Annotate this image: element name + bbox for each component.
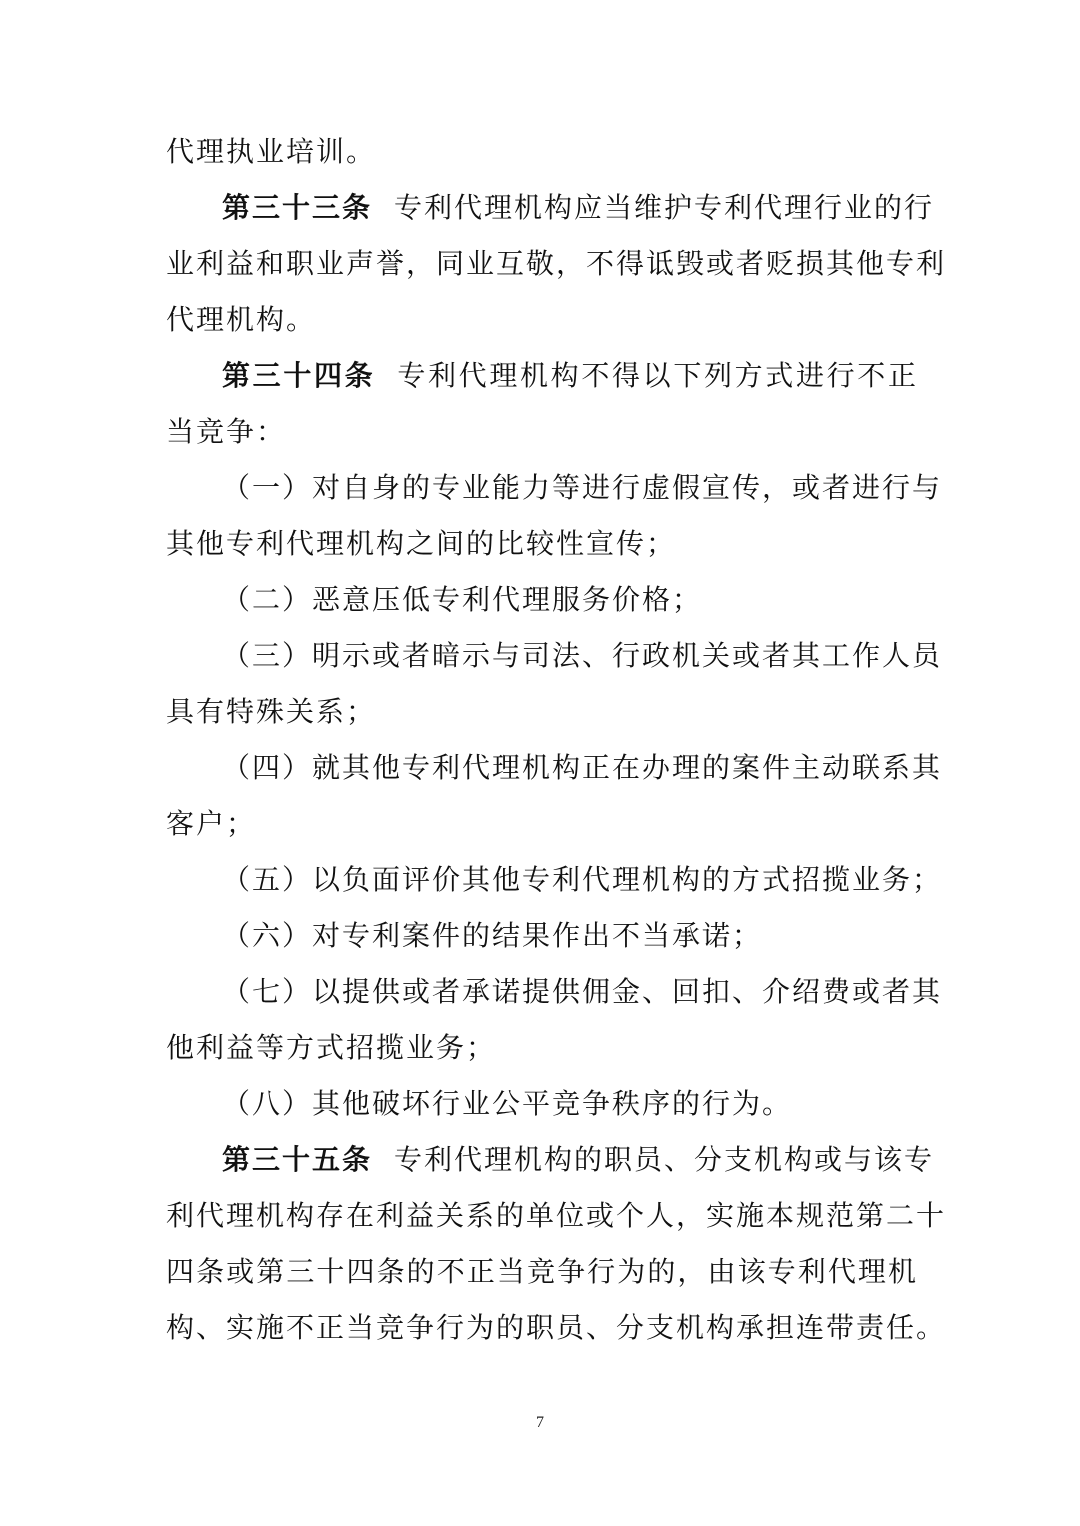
line-text: 利代理机构存在利益关系的单位或个人，实施本规范第二十 (166, 1199, 947, 1232)
text-line (166, 1244, 918, 1300)
list-item-line (222, 964, 943, 1020)
article-number: 第三十三条 (222, 191, 373, 224)
text-line (166, 124, 918, 180)
list-item-line (222, 852, 943, 908)
article-34-heading-line (222, 348, 918, 404)
line-text: 他利益等方式招揽业务； (166, 1031, 497, 1064)
line-text: （八）其他破坏行业公平竞争秩序的行为。 (222, 1087, 793, 1120)
list-item-line (222, 460, 943, 516)
line-text: 业利益和职业声誉，同业互敬，不得诋毁或者贬损其他专利 (166, 247, 947, 280)
article-number: 第三十五条 (222, 1143, 373, 1176)
line-text: 专利代理机构不得以下列方式进行不正 (397, 359, 918, 392)
text-line (166, 796, 918, 852)
list-item-line (222, 572, 918, 628)
line-text: 具有特殊关系； (166, 695, 377, 728)
article-number: 第三十四条 (222, 359, 376, 392)
line-text: （七）以提供或者承诺提供佣金、回扣、介绍费或者其 (222, 975, 943, 1008)
line-text: 客户； (166, 807, 257, 840)
text-line (166, 1300, 947, 1356)
text-line (166, 1020, 918, 1076)
list-item-line (222, 740, 943, 796)
page-number: 7 (536, 1414, 544, 1431)
line-text: 代理机构。 (166, 303, 317, 336)
line-text: 当竞争： (166, 415, 287, 448)
line-text: 专利代理机构的职员、分支机构或与该专 (394, 1143, 935, 1176)
list-item-line (222, 1076, 918, 1132)
text-line (166, 684, 918, 740)
line-text: 构、实施不正当竞争行为的职员、分支机构承担连带责任。 (166, 1311, 947, 1344)
line-text: （二）恶意压低专利代理服务价格； (222, 583, 703, 616)
text-line (166, 516, 918, 572)
list-item-line (222, 628, 943, 684)
line-text: 专利代理机构应当维护专利代理行业的行 (394, 191, 935, 224)
line-text: （一）对自身的专业能力等进行虚假宣传，或者进行与 (222, 471, 943, 504)
text-line (166, 236, 947, 292)
article-33-heading-line (222, 180, 935, 236)
line-text: 其他专利代理机构之间的比较性宣传； (166, 527, 677, 560)
line-text: （三）明示或者暗示与司法、行政机关或者其工作人员 (222, 639, 943, 672)
line-text: （六）对专利案件的结果作出不当承诺； (222, 919, 763, 952)
line-text: （四）就其他专利代理机构正在办理的案件主动联系其 (222, 751, 943, 784)
text-line (166, 1188, 947, 1244)
text-line (166, 292, 918, 348)
line-text: （五）以负面评价其他专利代理机构的方式招揽业务； (222, 863, 943, 896)
list-item-line (222, 908, 918, 964)
text-line (166, 404, 918, 460)
article-35-heading-line (222, 1132, 935, 1188)
line-text: 代理执业培训。 (166, 135, 377, 168)
line-text: 四条或第三十四条的不正当竞争行为的，由该专利代理机 (166, 1255, 918, 1288)
